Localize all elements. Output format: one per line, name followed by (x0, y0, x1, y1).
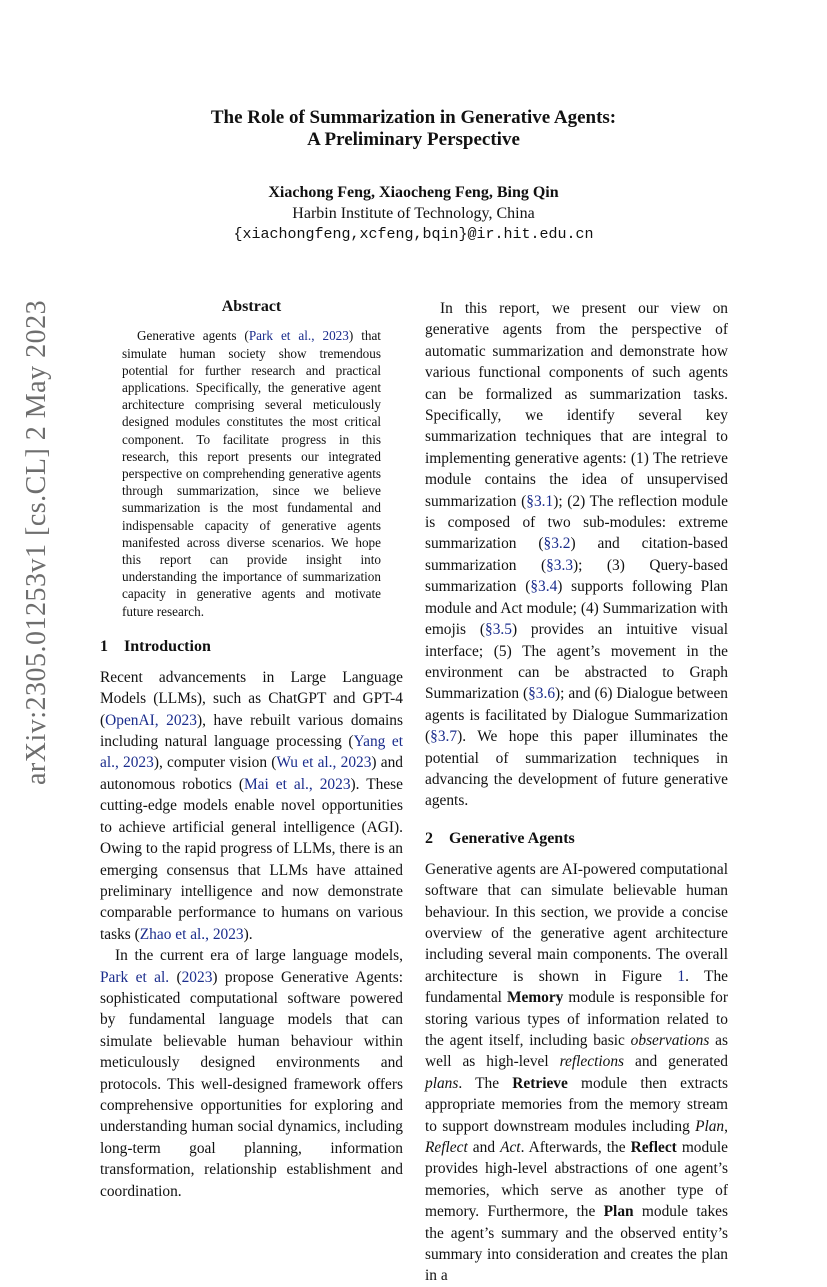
text-run: , (724, 1117, 728, 1135)
text-run: module is responsible for storing various types of information related to the agent itself, including basic (425, 989, 728, 1049)
section-heading-generative-agents (425, 828, 728, 850)
text-run: ), have rebuilt various domains including natural language processing ( (100, 711, 403, 751)
text-run: ), computer vision ( (153, 754, 277, 772)
text-run: . The (458, 1074, 513, 1092)
citation-link[interactable]: Mai et al., 2023 (243, 775, 351, 793)
term-act: Act (500, 1139, 521, 1157)
term-observations: observations (630, 1032, 710, 1049)
left-column (100, 296, 403, 1202)
citation-link[interactable]: OpenAI, 2023 (105, 711, 197, 729)
text-run: ) propose Generative Agents: sophisticated computational software powered by fundamental language models that can simulate believable human behaviour within meticulously designed environments and protocols. This well-designed framework offers comprehensive opportunities for exploring and understanding human social dynamics, including long-term goal planning, information transformation, relationship establishment and coordination. (100, 968, 403, 1200)
abstract-text-part: ) that simulate human society show tremendous potential for further research and practical applications. Specifically, the generative agent architecture comprising several meticulously designed modules constitutes the most critical component. To facilitate progress in this research, this report presents our integrated perspective on comprehending generative agents through summarization, since we believe summarization is the most fundamental and indispensable capacity of generative agents manifested across diverse scenarios. We hope this report can provide insight into understanding the importance of summarization capacity in generative agents and motivate future research. (122, 328, 381, 619)
figure-ref-link[interactable]: 1 (677, 967, 686, 985)
text-run: as well as high-level (425, 1032, 728, 1071)
text-run: ). We hope this paper illuminates the potential of summarization techniques in advancing the development of future generative agents. (425, 728, 728, 810)
affiliation: Harbin Institute of Technology, China (292, 205, 535, 222)
section-ref-link[interactable]: §3.4 (530, 578, 558, 596)
text-run: and (467, 1139, 501, 1157)
term-plan-module: Plan (603, 1203, 634, 1221)
intro-paragraph-2 (100, 945, 403, 1202)
text-run: ) supports following Plan module and Act module; (4) Summarization with emojis ( (425, 578, 729, 639)
text-run: . The fundamental (425, 967, 728, 1007)
text-run: ) and citation-based summarization ( (425, 535, 729, 574)
text-run: and generated (624, 1053, 728, 1071)
text-run: module then extracts appropriate memories from the memory stream to support downstream modules including (425, 1074, 729, 1135)
section-heading-introduction (100, 636, 403, 658)
generative-agents-paragraph (425, 859, 728, 1287)
text-run: ); (2) The reflection module is composed of two sub-modules: extreme summarization ( (425, 492, 729, 553)
text-run: In this report, we present our view on generative agents from the perspective of automatic summarization and demonstrate how various functional components of such agents can be formalized as summarization tasks. Specifically, we identify several key summarization techniques that are integral to implementing generative agents: (1) The retrieve module contains the idea of unsupervised summarization ( (425, 300, 728, 510)
citation-link[interactable]: Park et al., 2023 (248, 328, 349, 344)
text-run: . Afterwards, the (520, 1139, 631, 1157)
text-run: ). (243, 925, 253, 943)
text-run: ) and autonomous robotics ( (100, 754, 403, 793)
text-run: Recent advancements in Large Language Models (LLMs), such as ChatGPT and GPT-4 ( (100, 668, 403, 729)
arxiv-identifier: arXiv:2305.01253v1 [cs.CL] 2 May 2023 (21, 299, 52, 785)
text-run: In the current era of large language models, (115, 947, 403, 965)
author-names: Xiachong Feng, Xiaocheng Feng, Bing Qin (268, 184, 559, 201)
section-title: Generative Agents (449, 829, 575, 847)
intro-paragraph-1 (100, 667, 403, 945)
paper-title (120, 107, 707, 151)
abstract-text-part: Generative agents ( (137, 328, 249, 344)
title-line-2: A Preliminary Perspective (307, 129, 520, 150)
citation-link[interactable]: Wu et al., 2023 (276, 754, 372, 772)
title-line-1: The Role of Summarization in Generative Agents: (210, 107, 617, 128)
section-ref-link[interactable]: §3.7 (430, 728, 458, 746)
term-memory: Memory (506, 989, 564, 1007)
text-run: ); and (6) Dialogue between agents is facilitated by Dialogue Summarization ( (425, 685, 728, 746)
author-email: {xiachongfeng,xcfeng,bqin}@ir.hit.edu.cn (233, 226, 594, 243)
section-ref-link[interactable]: §3.6 (528, 685, 556, 703)
term-reflections: reflections (559, 1053, 625, 1071)
term-plan: Plan (695, 1117, 725, 1135)
citation-link[interactable]: 2023 (181, 968, 213, 986)
text-run: ( (169, 968, 182, 986)
section-title: Introduction (124, 637, 211, 655)
report-overview-paragraph (425, 298, 728, 812)
right-column (425, 298, 728, 1287)
text-run: ). These cutting-edge models enable novel opportunities to achieve artificial general intelligence (AGI). Owing to the rapid progress of LLMs, there is an emerging consensus that LLMs have attained preliminary intelligence and now demonstrate comparable performance to humans on various tasks ( (100, 775, 403, 943)
section-number: 1 (100, 637, 108, 655)
section-ref-link[interactable]: §3.5 (485, 621, 512, 639)
section-ref-link[interactable]: §3.3 (546, 556, 574, 574)
text-run: module takes the agent’s summary and the observed entity’s summary into consideration and creates the plan in a (425, 1203, 729, 1285)
text-run: module provides high-level abstractions of one agent’s memories, which serve as another type of memory. Furthermore, the (425, 1139, 729, 1221)
term-retrieve: Retrieve (512, 1074, 568, 1092)
abstract-heading: Abstract (221, 298, 282, 315)
citation-link[interactable]: Park et al. (100, 968, 170, 986)
section-number: 2 (425, 829, 433, 847)
text-run: ); (3) Query-based summarization ( (425, 556, 729, 596)
author-block (120, 182, 707, 245)
citation-link[interactable]: Yang et al., 2023 (100, 733, 403, 772)
term-plans: plans (425, 1074, 459, 1092)
section-ref-link[interactable]: §3.1 (526, 492, 554, 510)
text-run: ) provides an intuitive visual interface; (5) The agent’s movement in the environment can be abstracted to Graph Summarization ( (425, 621, 728, 703)
abstract-text (100, 327, 403, 619)
citation-link[interactable]: Zhao et al., 2023 (139, 925, 244, 943)
text-run: Generative agents are AI-powered computational software that can simulate believable human behaviour. In this section, we provide a concise overview of the generative agent architecture including several main components. The overall architecture is shown in Figure (425, 860, 728, 985)
section-ref-link[interactable]: §3.2 (543, 535, 571, 553)
term-reflect: Reflect (425, 1139, 468, 1157)
term-reflect-module: Reflect (630, 1139, 677, 1157)
